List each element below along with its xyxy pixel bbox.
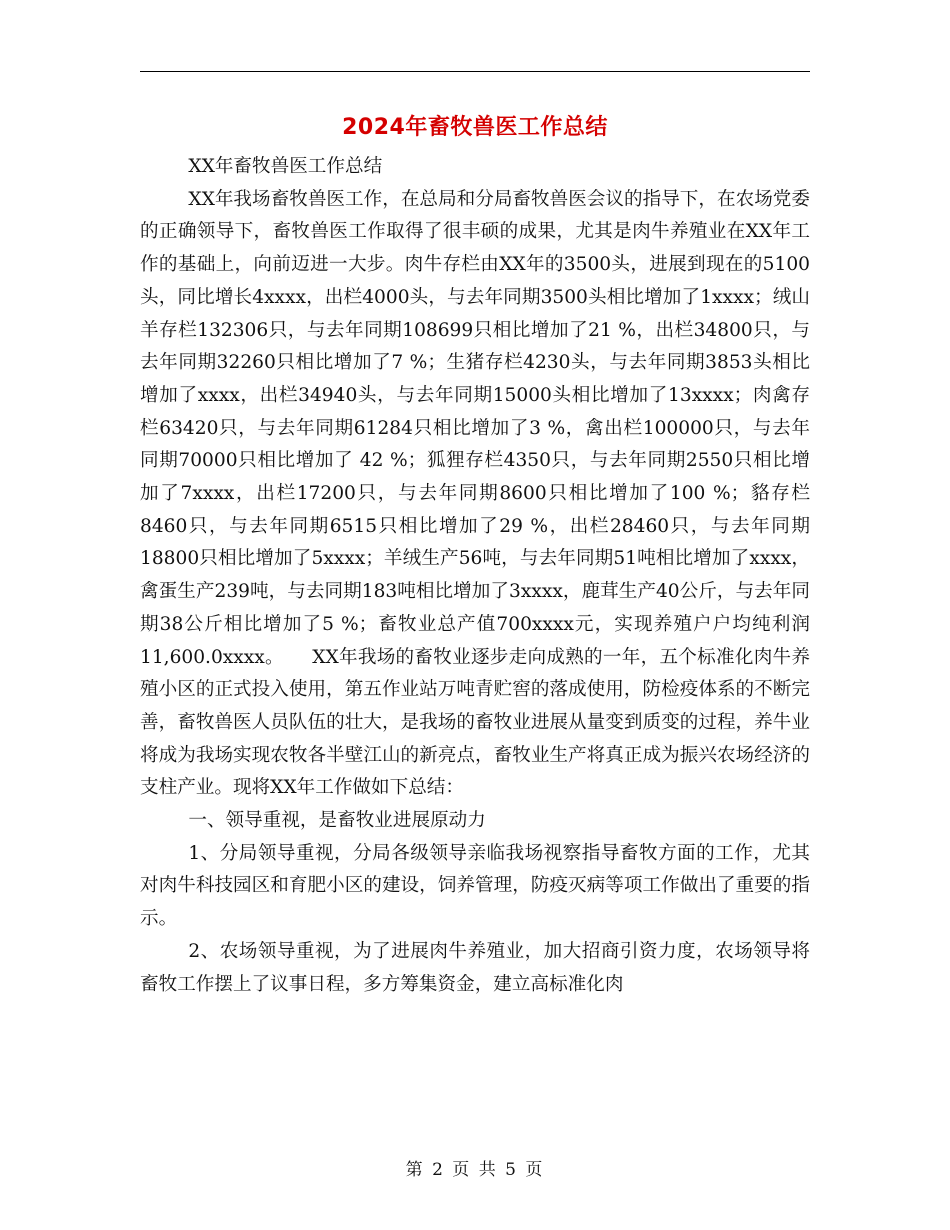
- body-paragraph: XX年我场畜牧兽医工作，在总局和分局畜牧兽医会议的指导下，在农场党委的正确领导下，畜牧兽医工作取得了很丰硕的成果，尤其是肉牛养殖业在XX年工作的基础上，向前迈进一大步。肉牛存栏由XX年的3500头，进展到现在的5100头，同比增长4xxxx，出栏4000头，与去年同期3500头相比增加了1xxxx；绒山羊存栏132306只，与去年同期108699只相比增加了21 %，出栏34800只，与去年同期32260只相比增加了7 %；生猪存栏4230头，与去年同期3853头相比增加了xxxx，出栏34940头，与去年同期15000头相比增加了13xxxx；肉禽存栏63420只，与去年同期61284只相比增加了3 %，禽出栏100000只，与去年同期70000只相比增加了 42 %；狐狸存栏4350只，与去年同期2550只相比增加了7xxxx，出栏17200只，与去年同期8600只相比增加了100 %；貉存栏8460只，与去年同期6515只相比增加了29 %，出栏28460只，与去年同期18800只相比增加了5xxxx；羊绒生产56吨，与去年同期51吨相比增加了xxxx，禽蛋生产239吨，与去同期183吨相比增加了3xxxx，鹿茸生产40公斤，与去年同期38公斤相比增加了5 %；畜牧业总产值700xxxx元，实现养殖户户均纯利润11,600.0xxxx。 XX年我场的畜牧业逐步走向成熟的一年，五个标准化肉牛养殖小区的正式投入使用，第五作业站万吨青贮窖的落成使用，防检疫体系的不断完善，畜牧兽医人员队伍的壮大，是我场的畜牧业进展从量变到质变的过程，养牛业将成为我场实现农牧各半壁江山的新亮点，畜牧业生产将真正成为振兴农场经济的支柱产业。现将XX年工作做如下总结：: [140, 188, 810, 799]
- section-heading: 一、领导重视，是畜牧业进展原动力: [188, 810, 486, 832]
- header-rule: [140, 71, 810, 72]
- body-paragraph: 2、农场领导重视，为了进展肉牛养殖业，加大招商引资力度，农场领导将畜牧工作摆上了议事日程，多方筹集资金，建立高标准化肉: [140, 940, 810, 995]
- page-footer: 第 2 页 共 5 页: [405, 1160, 545, 1180]
- body-paragraph: 1、分局领导重视，分局各级领导亲临我场视察指导畜牧方面的工作，尤其对肉牛科技园区和育肥小区的建设，饲养管理，防疫灭病等项工作做出了重要的指示。: [140, 842, 810, 930]
- document-title: 2024年畜牧兽医工作总结: [342, 115, 608, 140]
- document-body: [140, 151, 810, 1001]
- subtitle-paragraph: XX年畜牧兽医工作总结: [188, 156, 383, 177]
